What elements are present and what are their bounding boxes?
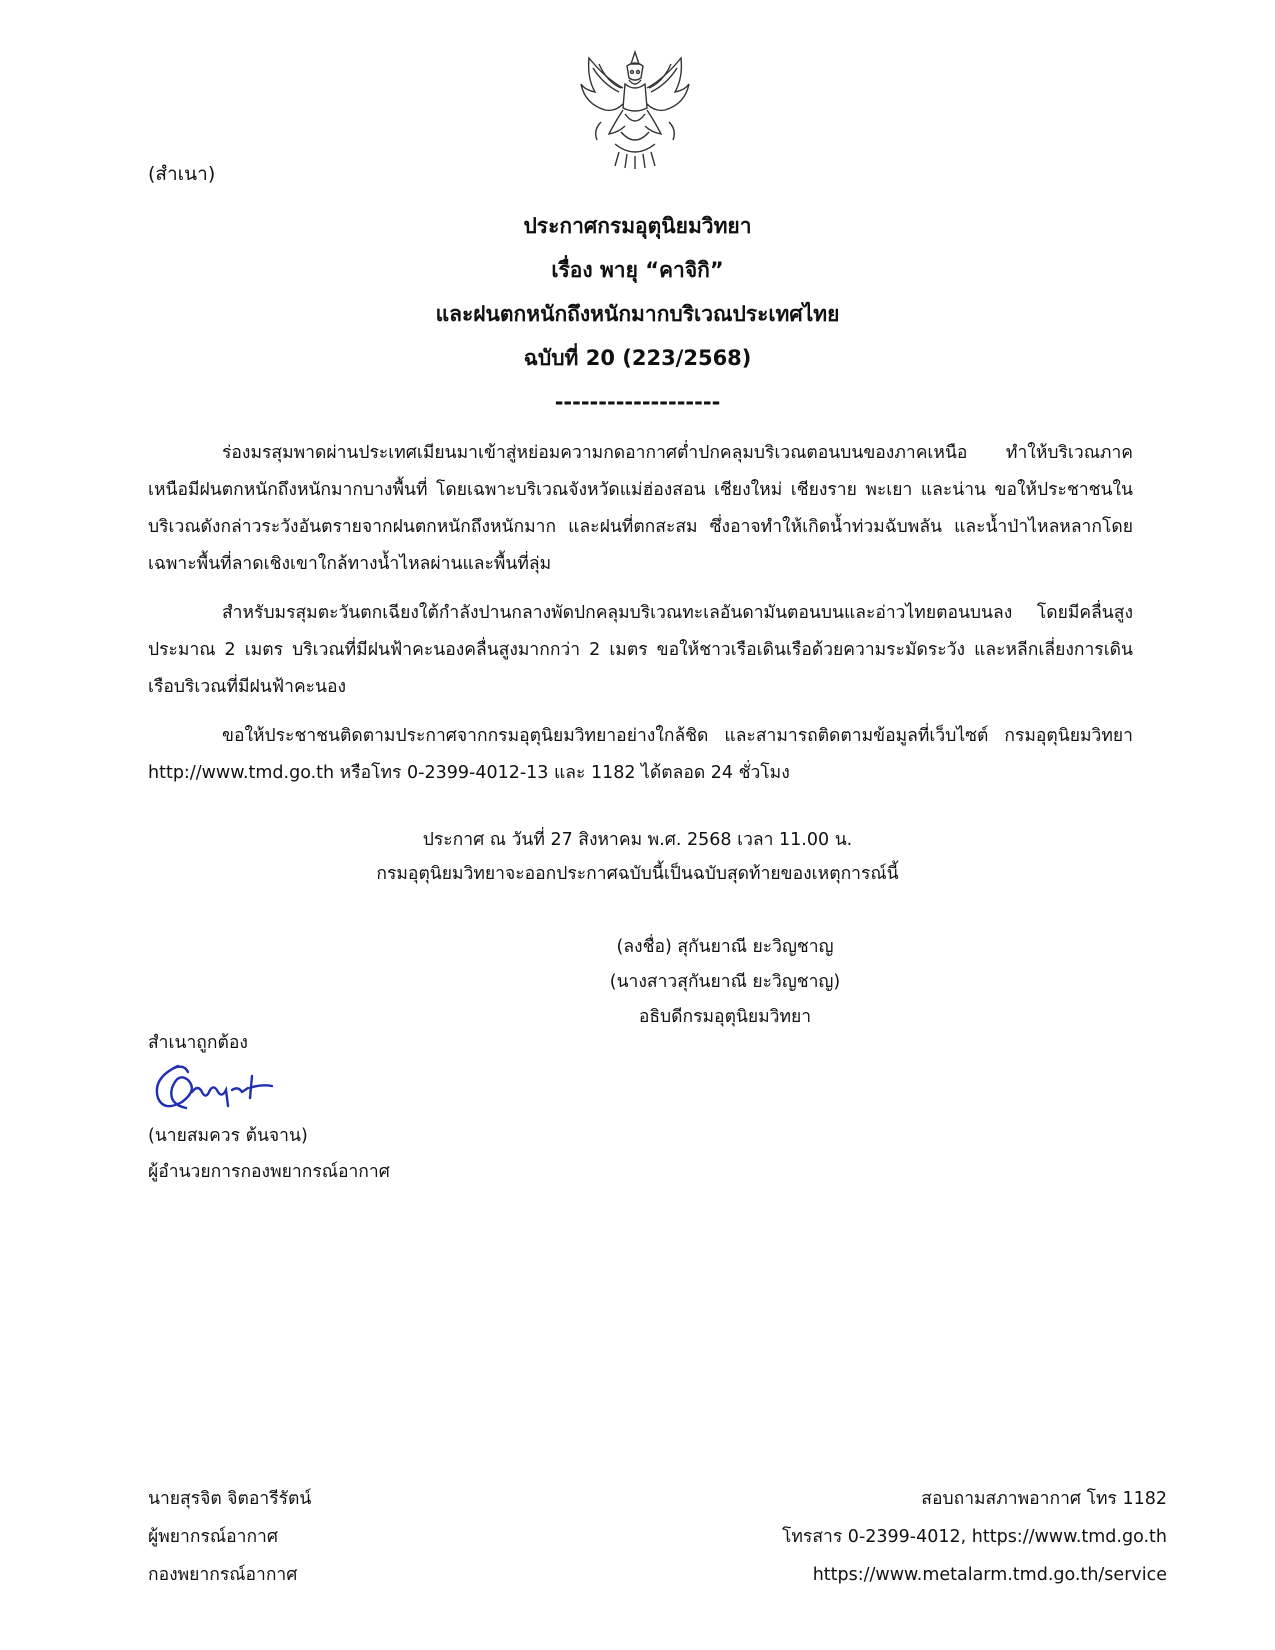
- service-url: https://www.metalarm.tmd.go.th/service: [812, 1565, 1167, 1585]
- weather-hotline: สอบถามสภาพอากาศ โทร 1182: [921, 1489, 1167, 1509]
- subject-line: เรื่อง พายุ “คาจิกิ”: [551, 258, 724, 282]
- signer-name: (นางสาวสุกันยาณี ยะวิญชาญ): [609, 972, 841, 992]
- signed-line: (ลงชื่อ) สุกันยาณี ยะวิญชาญ: [616, 937, 834, 957]
- footer-forecaster: [148, 1480, 311, 1594]
- paragraph-contact-info: ขอให้ประชาชนติดตามประกาศจากกรมอุตุนิยมวิทยาอย่างใกล้ชิด และสามารถติดตามข้อมูลที่เว็บไซต์ กรมอุตุนิยมวิทยา http://www.tmd.go.th หรือโทร 0-2399-4012-13 และ 1182 ได้ตลอด 24 ชั่วโมง: [148, 726, 1133, 783]
- paragraph-southwest-monsoon: สำหรับมรสุมตะวันตกเฉียงใต้กำลังปานกลางพัดปกคลุมบริเวณทะเลอันดามันตอนบนและอ่าวไทยตอนบนลง โดยมีคลื่นสูงประมาณ 2 เมตร บริเวณที่มีฝนฟ้าคะนองคลื่นสูงมากกว่า 2 เมตร ขอให้ชาวเรือเดินเรือด้วยความระมัดระวัง และหลีกเลี่ยงการเดินเรือบริเวณที่มีฝนฟ้าคะนอง: [148, 603, 1133, 697]
- copy-mark: (สำเนา): [148, 163, 216, 185]
- footer-contact: [782, 1480, 1167, 1594]
- garuda-emblem-icon: [575, 48, 695, 170]
- document-heading: [0, 204, 1275, 424]
- final-notice: กรมอุตุนิยมวิทยาจะออกประกาศฉบับนี้เป็นฉบับสุดท้ายของเหตุการณ์นี้: [376, 864, 899, 884]
- announcement-date: ประกาศ ณ วันที่ 27 สิงหาคม พ.ศ. 2568 เวลา 11.00 น.: [422, 830, 853, 850]
- certifier-block: [148, 1118, 390, 1190]
- certifier-name: (นายสมควร ต้นจาน): [148, 1126, 308, 1146]
- certified-copy-label: สำเนาถูกต้อง: [148, 1033, 248, 1053]
- subject-detail: และฝนตกหนักถึงหนักมากบริเวณประเทศไทย: [435, 302, 840, 326]
- heading-divider: -------------------: [554, 390, 721, 414]
- agency-title: ประกาศกรมอุตุนิยมวิทยา: [523, 214, 752, 238]
- forecaster-division: กองพยากรณ์อากาศ: [148, 1565, 298, 1585]
- fax-and-website: โทรสาร 0-2399-4012, https://www.tmd.go.th: [782, 1527, 1167, 1547]
- handwritten-signature-icon: [148, 1058, 278, 1116]
- issue-number: ฉบับที่ 20 (223/2568): [523, 346, 752, 370]
- forecaster-name: นายสุรจิต จิตอารีรัตน์: [148, 1489, 312, 1509]
- signer-title: อธิบดีกรมอุตุนิยมวิทยา: [638, 1007, 812, 1027]
- announcement-block: [0, 823, 1275, 891]
- paragraph-monsoon-trough: ร่องมรสุมพาดผ่านประเทศเมียนมาเข้าสู่หย่อมความกดอากาศต่ำปกคลุมบริเวณตอนบนของภาคเหนือ ทำให้บริเวณภาคเหนือมีฝนตกหนักถึงหนักมากบางพื้นที่ โดยเฉพาะบริเวณจังหวัดแม่ฮ่องสอน เชียงใหม่ เชียงราย พะเยา และน่าน ขอให้ประชาชนในบริเวณดังกล่าวระวังอันตรายจากฝนตกหนักถึงหนักมาก และฝนที่ตกสะสม ซึ่งอาจทำให้เกิดน้ำท่วมฉับพลัน และน้ำป่าไหลหลากโดยเฉพาะพื้นที่ลาดเชิงเขาใกล้ทางน้ำไหลผ่านและพื้นที่ลุ่ม: [148, 443, 1133, 574]
- forecaster-role: ผู้พยากรณ์อากาศ: [148, 1527, 278, 1547]
- body-text: [148, 435, 1133, 804]
- director-signature-block: [600, 930, 850, 1035]
- certifier-title: ผู้อำนวยการกองพยากรณ์อากาศ: [148, 1162, 390, 1182]
